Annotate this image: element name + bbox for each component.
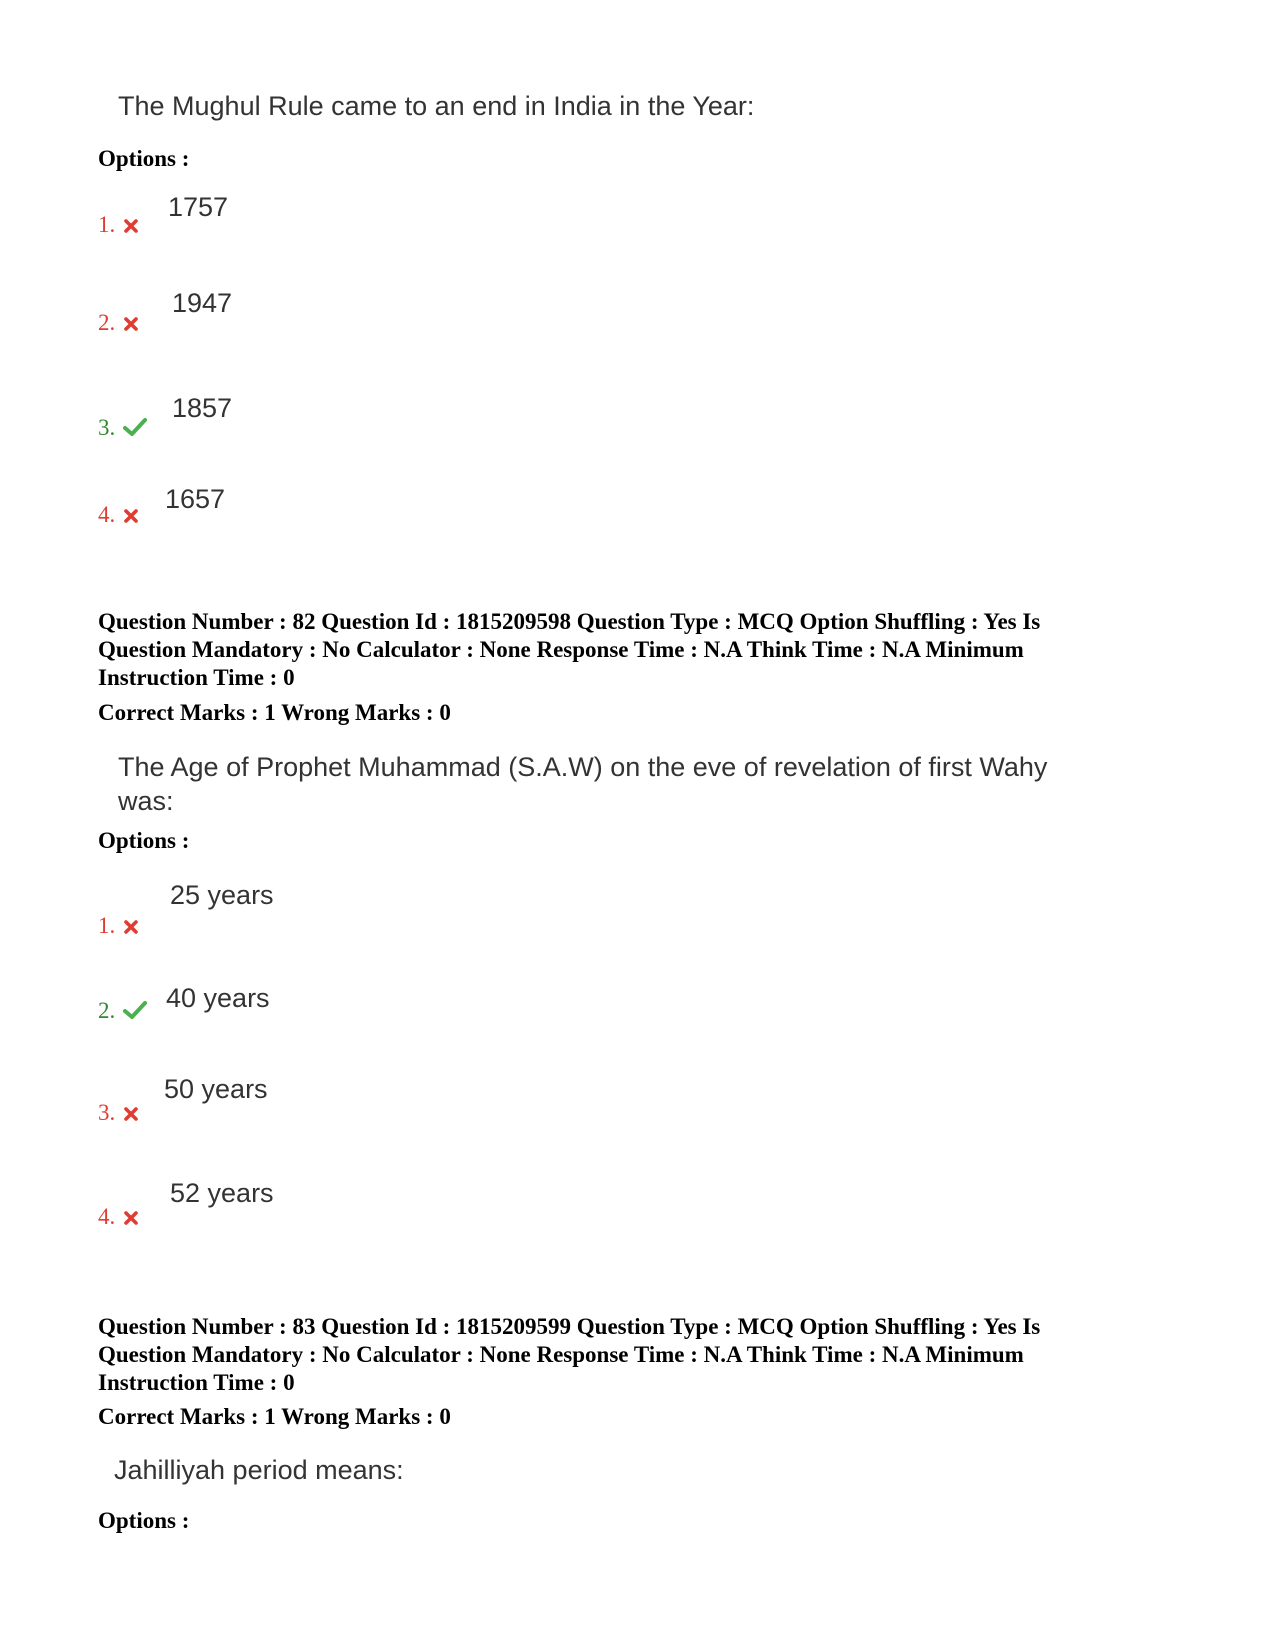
q81-option-2-text: 1947 xyxy=(172,288,233,318)
meta-line: Question Mandatory : No Calculator : None Response Time : N.A Think Time : N.A Minimum xyxy=(98,637,1024,662)
question-82-meta xyxy=(98,608,1198,692)
q82-option-4-text: 52 years xyxy=(170,1178,274,1208)
q81-option-2-number xyxy=(98,310,139,338)
q81-option-4-number xyxy=(98,502,139,530)
q82-option-2-text: 40 years xyxy=(166,983,270,1013)
option-number: 3. xyxy=(98,1100,116,1125)
q82-option-3-number xyxy=(98,1100,139,1128)
meta-line: Question Mandatory : No Calculator : None Response Time : N.A Think Time : N.A Minimum xyxy=(98,1342,1024,1367)
q82-option-1-text: 25 years xyxy=(170,880,274,910)
question-82-marks: Correct Marks : 1 Wrong Marks : 0 xyxy=(98,700,451,725)
q81-option-1-text: 1757 xyxy=(168,192,229,222)
q81-option-1-number xyxy=(98,212,139,240)
meta-line: Instruction Time : 0 xyxy=(98,1370,295,1395)
check-icon xyxy=(123,1000,147,1026)
option-number: 1. xyxy=(98,212,116,237)
question-83-marks: Correct Marks : 1 Wrong Marks : 0 xyxy=(98,1404,451,1429)
q81-option-4-text: 1657 xyxy=(165,484,226,514)
q82-option-2-number xyxy=(98,998,147,1026)
option-number: 2. xyxy=(98,310,116,335)
option-number: 4. xyxy=(98,502,116,527)
q82-option-1-number xyxy=(98,913,139,941)
q81-option-3-text: 1857 xyxy=(172,393,233,423)
question-82-options-label: Options : xyxy=(98,828,190,853)
option-number: 2. xyxy=(98,998,116,1023)
cross-icon xyxy=(123,1206,139,1232)
option-number: 1. xyxy=(98,913,116,938)
meta-line: Instruction Time : 0 xyxy=(98,665,295,690)
q81-option-3-number xyxy=(98,415,147,443)
meta-line: Question Number : 83 Question Id : 1815209599 Question Type : MCQ Option Shuffling : Yes Is xyxy=(98,1314,1041,1339)
question-83-meta xyxy=(98,1313,1198,1397)
q82-option-4-number xyxy=(98,1204,139,1232)
option-number: 3. xyxy=(98,415,116,440)
question-83-text: Jahilliyah period means: xyxy=(114,1455,404,1485)
cross-icon xyxy=(123,915,139,941)
question-81-options-label: Options : xyxy=(98,146,190,171)
question-81-text: The Mughul Rule came to an end in India in the Year: xyxy=(118,91,755,121)
question-83-options-label: Options : xyxy=(98,1508,190,1533)
q82-option-3-text: 50 years xyxy=(164,1074,268,1104)
question-text-line: The Age of Prophet Muhammad (S.A.W) on the eve of revelation of first Wahy xyxy=(118,752,1048,782)
question-82-text xyxy=(118,750,1047,818)
cross-icon xyxy=(123,1102,139,1128)
check-icon xyxy=(123,417,147,443)
option-number: 4. xyxy=(98,1204,116,1229)
meta-line: Question Number : 82 Question Id : 1815209598 Question Type : MCQ Option Shuffling : Yes Is xyxy=(98,609,1041,634)
question-text-line: was: xyxy=(118,786,174,816)
cross-icon xyxy=(123,312,139,338)
cross-icon xyxy=(123,214,139,240)
cross-icon xyxy=(123,504,139,530)
